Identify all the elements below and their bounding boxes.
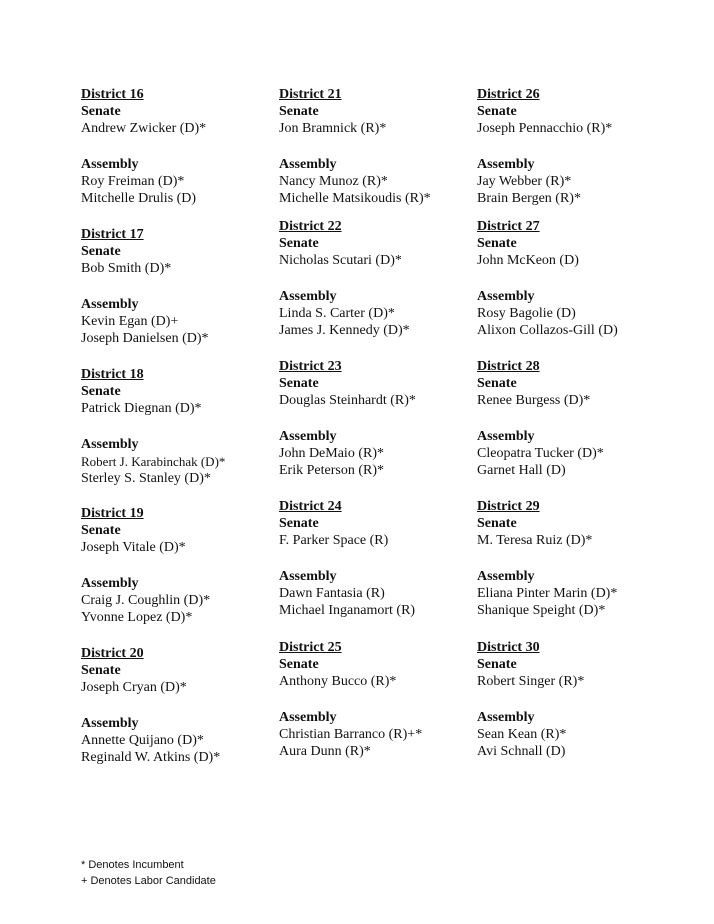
district-title: District 18 — [81, 367, 144, 382]
assembly-heading: Assembly — [477, 288, 535, 304]
district-title: District 30 — [477, 640, 540, 655]
district-title: District 28 — [477, 359, 540, 374]
senate-heading: Senate — [81, 523, 121, 538]
assembly-member: Michael Inganamort (R) — [279, 603, 416, 618]
assembly-member: Aura Dunn (R)* — [279, 744, 371, 759]
assembly-member: Rosy Bagolie (D) — [477, 305, 576, 321]
assembly-member: Nancy Munoz (R)* — [279, 173, 388, 189]
assembly-member: Yvonne Lopez (D)* — [81, 610, 193, 625]
district-title: District 27 — [477, 219, 540, 234]
senate-member: Joseph Pennacchio (R)* — [477, 121, 613, 136]
senate-heading: Senate — [477, 236, 517, 251]
assembly-member: Annette Quijano (D)* — [81, 732, 204, 748]
assembly-member: Eliana Pinter Marin (D)* — [477, 585, 618, 601]
district-title: District 20 — [81, 646, 144, 661]
assembly-heading: Assembly — [477, 568, 535, 584]
assembly-heading: Assembly — [279, 709, 337, 725]
district-title: District 25 — [279, 640, 342, 655]
assembly-member: Garnet Hall (D) — [477, 463, 566, 478]
assembly-member: Jay Webber (R)* — [477, 173, 572, 189]
assembly-heading: Assembly — [279, 156, 337, 172]
column-2 — [279, 86, 469, 779]
senate-member: Anthony Bucco (R)* — [279, 674, 397, 689]
assembly-member: Roy Freiman (D)* — [81, 173, 185, 189]
senate-member: John McKeon (D) — [477, 253, 579, 268]
district-block — [477, 358, 667, 498]
district-title: District 22 — [279, 219, 342, 234]
district-title: District 26 — [477, 87, 540, 102]
assembly-member: Joseph Danielsen (D)* — [81, 331, 209, 346]
assembly-member: Craig J. Coughlin (D)* — [81, 592, 211, 608]
senate-member: Patrick Diegnan (D)* — [81, 401, 202, 416]
senate-member: F. Parker Space (R) — [279, 533, 389, 548]
assembly-member: John DeMaio (R)* — [279, 445, 384, 461]
senate-heading: Senate — [81, 244, 121, 259]
assembly-heading: Assembly — [81, 296, 139, 312]
assembly-member: Dawn Fantasia (R) — [279, 585, 385, 601]
assembly-heading: Assembly — [81, 436, 139, 452]
district-title: District 23 — [279, 359, 342, 374]
footnote-labor-candidate: + Denotes Labor Candidate — [81, 875, 216, 887]
column-3 — [477, 86, 667, 779]
assembly-member: Brain Bergen (R)* — [477, 191, 581, 206]
senate-member: Bob Smith (D)* — [81, 261, 172, 276]
senate-member: Joseph Cryan (D)* — [81, 680, 187, 695]
district-block — [279, 639, 469, 779]
district-block — [279, 86, 469, 218]
district-title: District 24 — [279, 499, 342, 514]
senate-heading: Senate — [279, 657, 319, 672]
senate-heading: Senate — [279, 516, 319, 531]
senate-member: Douglas Steinhardt (R)* — [279, 393, 416, 408]
assembly-heading: Assembly — [81, 715, 139, 731]
assembly-member: Avi Schnall (D) — [477, 744, 566, 759]
assembly-heading: Assembly — [279, 288, 337, 304]
district-block — [477, 218, 667, 358]
district-title: District 29 — [477, 499, 540, 514]
district-title: District 16 — [81, 87, 144, 102]
assembly-heading: Assembly — [279, 428, 337, 444]
footnote-incumbent: * Denotes Incumbent — [81, 859, 184, 871]
assembly-heading: Assembly — [477, 709, 535, 725]
district-title: District 21 — [279, 87, 342, 102]
assembly-member: Mitchelle Drulis (D) — [81, 191, 197, 206]
senate-member: Renee Burgess (D)* — [477, 393, 591, 408]
senate-heading: Senate — [81, 663, 121, 678]
senate-heading: Senate — [279, 376, 319, 391]
assembly-member: Kevin Egan (D)+ — [81, 313, 179, 329]
senate-heading: Senate — [81, 384, 121, 399]
senate-heading: Senate — [279, 104, 319, 119]
senate-member: Joseph Vitale (D)* — [81, 540, 186, 555]
district-block — [279, 498, 469, 639]
senate-heading: Senate — [81, 104, 121, 119]
assembly-member: Cleopatra Tucker (D)* — [477, 445, 604, 461]
senate-heading: Senate — [477, 376, 517, 391]
senate-member: M. Teresa Ruiz (D)* — [477, 533, 593, 548]
assembly-member: Robert J. Karabinchak (D)* — [81, 453, 226, 469]
assembly-heading: Assembly — [81, 156, 139, 172]
senate-member: Nicholas Scutari (D)* — [279, 253, 402, 268]
district-block — [279, 218, 469, 358]
footnotes — [81, 857, 216, 889]
senate-heading: Senate — [477, 516, 517, 531]
district-block — [81, 366, 271, 505]
assembly-heading: Assembly — [81, 575, 139, 591]
assembly-member: Sean Kean (R)* — [477, 726, 567, 742]
senate-member: Jon Bramnick (R)* — [279, 121, 387, 136]
district-block — [477, 498, 667, 639]
district-block — [81, 226, 271, 366]
district-block — [81, 86, 271, 226]
district-title: District 19 — [81, 506, 144, 521]
assembly-member: Sterley S. Stanley (D)* — [81, 471, 211, 486]
district-block — [81, 645, 271, 785]
assembly-member: Michelle Matsikoudis (R)* — [279, 191, 431, 206]
assembly-member: Alixon Collazos-Gill (D) — [477, 323, 618, 338]
district-block — [81, 505, 271, 645]
senate-member: Andrew Zwicker (D)* — [81, 121, 207, 136]
senate-heading: Senate — [279, 236, 319, 251]
district-block — [477, 86, 667, 218]
assembly-member: Shanique Speight (D)* — [477, 603, 606, 618]
assembly-heading: Assembly — [477, 428, 535, 444]
assembly-heading: Assembly — [279, 568, 337, 584]
district-block — [477, 639, 667, 779]
assembly-member: Erik Peterson (R)* — [279, 463, 384, 478]
district-title: District 17 — [81, 227, 144, 242]
senate-heading: Senate — [477, 657, 517, 672]
senate-heading: Senate — [477, 104, 517, 119]
assembly-member: James J. Kennedy (D)* — [279, 323, 410, 338]
district-block — [279, 358, 469, 498]
assembly-member: Reginald W. Atkins (D)* — [81, 750, 221, 765]
assembly-member: Linda S. Carter (D)* — [279, 305, 395, 321]
assembly-heading: Assembly — [477, 156, 535, 172]
assembly-member: Christian Barranco (R)+* — [279, 726, 423, 742]
column-1 — [81, 86, 271, 785]
senate-member: Robert Singer (R)* — [477, 674, 585, 689]
